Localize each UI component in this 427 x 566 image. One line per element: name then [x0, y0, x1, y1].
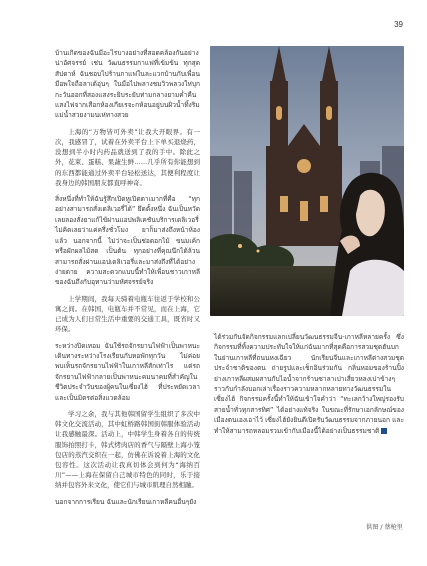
- thai-paragraph-1: บ้านเกิดของฉันมีอะไรบางอย่างที่สอดคล้องกันอย่างน่าอัศจรรย์ เช่น วัฒนธรรมกาแฟที่เข้มข้น ทุกสุดสัปดาห์ ฉันชอบไปร้านกาแฟในละแวกบ้านกับเพื่อน มีอพใจถือลาเต้อุ่นๆ ในมือไปพลางชมวิวพลวงให่บุกกะวันออกที่สองแสงระยิบระยับท่ามกลางยามค่ำคืน แสงไฟจากเสือกห้องเกียเรจะกห้อนอยู่บนผิวน้ำทิ้งริมแม่น้ำสวยงามนเห่ทางสวย: [55, 49, 200, 120]
- photo-illustration: [210, 46, 404, 316]
- chinese-paragraph-1: 上海的“万物皆可外卖”让我大开眼界。有一次，我感冒了，试着在外卖平台上下单买退烧药，没想到半小时内药品就送到了我的手中。除此之外，花束、蛋糕、果蔬生鲜……几乎所有你能想到的东西都能通过外卖平台轻松送达，其便利程度让我身边的韩国朋友都直呼神奇。: [55, 127, 200, 187]
- article-end-icon: [381, 428, 387, 434]
- chinese-paragraph-2: 上学期间，我每天骑着电瓶车往返于学校和公寓之间。在韩国，电瓶车并不常见，而在上海，它已成为人们日常生活中重要的交通工具，既省时又环保。: [55, 294, 200, 334]
- thai-paragraph-right-text: ได้ร่วมกันจัดกิจกรรมแลกเปลี่ยนวัฒนธรรมจีน-เกาหลีหลายครั้ง ซึ่งกิจกรรมที่ทิ้งความประทับใจให้แก่ฉันมากที่สุดคือการสวมชุดฮันบกในย่านเกาหลีที่ถนนหงเฉียว นักเรียนจีนและเกาหลีต่างสวมชุดประจำชาติของตน ถ่ายรูปและเช็กอินร่วมกัน กลิ่นหอมของร้านปิ้งย่างเกาหลีผสมผสานกับไอน้ำจากร้านซาลาเปาเสี่ยวหลงเปาข้างๆ ราวกับกำลังบอกเล่าเรื่องราวความหลากหลายทางวัฒนธรรมในเซี่ยงไฮ้ กิจกรรมครั้งนี้ทำให้ฉันเข้าใจคำว่า “ทะเลกว้างใหญ่รองรับสายน้ำทั่วทุกสารทิศ” ได้อย่างแท้จริง ในขณะที่รักษาเอกลักษณ์ของเมืองตนเองเอาไว้ เซี่ยงไฮ้ยังยินดีเปิดรับวัฒนธรรมจากภายนอก และทำให้สามารถหลอมรวมเข้ากับเมืองนี้ได้อย่างเป็นธรรมชาติ: [214, 333, 404, 435]
- cathedral-night-photo: [210, 46, 404, 316]
- thai-paragraph-right: [214, 332, 404, 436]
- chinese-paragraph-3: 学习之余，我与其他韩国留学生组织了多次中韩文化交流活动，其中虹桥路韩国街韩服体验活动让我感触最深。活动上，中韩学生身着各自的传统服饰拍照打卡，韩式烤肉店的香气与隔壁上海小笼包店的蒸汽交织在一起，仿佛在诉说着上海的文化包容性。这次活动让我真切体会到何为“海纳百川”——上海在保留自己城市特色的同时，乐于接纳并包容外来文化，使它们与城市肌理自然相融。: [55, 409, 200, 490]
- page-number: 39: [394, 20, 403, 29]
- thai-paragraph-3: ระหว่างปิดเทอม ฉันใช้รถจักรยานไฟฟ้าเป็นพาหนะเดินทางระหว่างโรงเรียนกับหอพักทุกวัน ไม่ค่อยพบเห็นรถจักรยานไฟฟ้าในเกาหลีสักเท่าไร แต่รถจักรยานไฟฟ้ากลายเป็นพาหนะคมนาคมที่สำคัญในชีวิตประจำวันของผู้คนในเซี่ยงไฮ้ ที่ประหยัดเวลาและเป็นมิตรต่อสิ่งแวดล้อม: [55, 341, 200, 402]
- photo-credit: 供图 / 蔡枪里: [366, 524, 403, 531]
- thai-paragraph-4: นอกจากการเรียน ฉันและนักเรียนเกาหลีคนอื่นๆยัง: [55, 497, 197, 506]
- left-column: [55, 48, 200, 513]
- right-column: [214, 332, 404, 442]
- thai-paragraph-2: สิ่งหนึ่งที่ทำให้ฉันรู้สึกเปิดหูเปิดตาเมากที่คือ “ทุกอย่างสามารถสั่งเดลิเวอรี่ได้” ยึดตั้งหนึ่ง ฉันเป็นหวัด เลยลองสั่งยาแก้ไข้ผ่านแอปพลิเคชันบริการเดลิเวอรี่ ไม่คิดเลยว่าแค่ครึ่งชั่วโมง ยาก็มาส่งถึงหน้าห้องแล้ว นอกจากนี้ ไม่ว่าจะเป็นช่อดอกไม้ ขนมเค้ก หรือผักผลไม้สด เป็นต้น ทุกอย่างที่คุณนึกได้ล้วนสามารถสั่งผ่านแอปเดลิเวอรี่และมาส่งถึงที่ได้อย่างง่ายดาย ความสะดวกแบบนี้ทำให้เพื่อนชาวเกาหลีของฉันถึงกับอุทานว่ามหัศจรรย์จริง: [55, 195, 200, 287]
